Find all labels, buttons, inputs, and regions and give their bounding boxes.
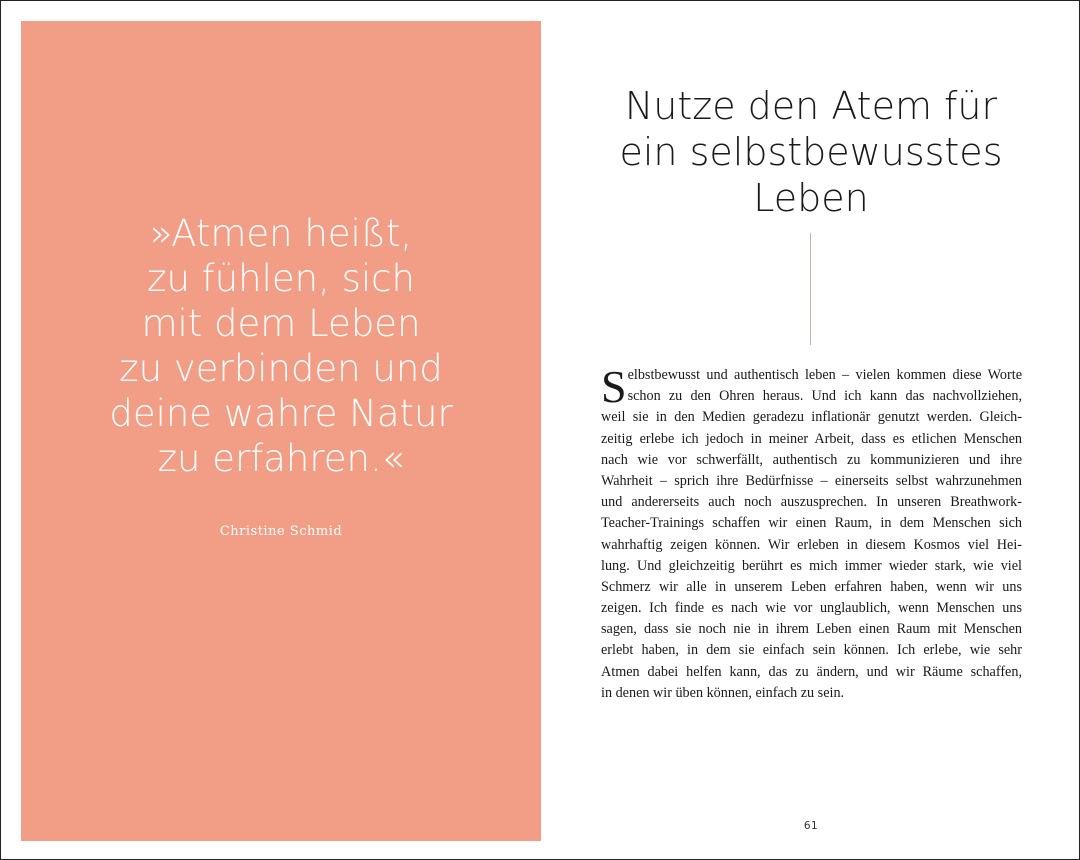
title-line: Leben: [753, 176, 869, 220]
body-line: in denen wir üben können, einfach zu sein.: [601, 684, 845, 701]
body-line: lung. Und gleichzeitig berührt es mich immer wieder stark, wie viel: [601, 557, 1022, 574]
quote-author: Christine Schmid: [219, 524, 343, 539]
body-line: wahrhaftig zeigen können. Wir erleben in diesem Kosmos viel Hei-: [601, 536, 1022, 553]
body-line: zeitig erlebe ich jedoch in meiner Arbeit, dass es etlichen Menschen: [601, 430, 1022, 447]
body-line: schon zu den Ohren heraus. Und ich kann das nachvollziehen,: [627, 388, 1022, 405]
body-line: elbstbewusst und authentisch leben – vielen kommen diese Worte: [627, 367, 1022, 383]
body-line: zeigen. Ich finde es nach wie vor unglaublich, wenn Menschen uns: [601, 600, 1022, 617]
quote-line: zu erfahren.«: [157, 437, 405, 480]
title-line: ein selbstbewusstes: [619, 130, 1003, 174]
page-number: 61: [803, 820, 819, 832]
body-line: erlebt haben, in dem sie einfach sein können. Ich erlebe, wie sehr: [601, 642, 1022, 659]
body-line: Atmen dabei helfen kann, das zu ändern, und wir Räume schaffen,: [601, 663, 1022, 680]
body-line: Teacher-Trainings schaffen wir einen Raum, in dem Menschen sich: [601, 515, 1022, 532]
body-line: Schmerz wir alle in unserem Leben erfahren haben, wenn wir uns: [601, 578, 1022, 595]
body-paragraph: [601, 361, 1022, 704]
drop-cap: S: [601, 361, 627, 412]
quote-line: mit dem Leben: [141, 302, 421, 345]
pull-quote: [21, 211, 541, 481]
body-line: weil sie in den Medien geradezu inflationär genutzt werden. Gleich-: [601, 409, 1022, 426]
page-title: [581, 83, 1041, 221]
quote-panel: [21, 21, 541, 841]
quote-line: »Atmen heißt,: [149, 212, 413, 255]
body-line: nach wie vor schwerfällt, authentisch zu kommunizieren und ihre: [601, 451, 1022, 468]
quote-line: zu verbinden und: [119, 347, 443, 390]
title-line: Nutze den Atem für: [624, 84, 998, 128]
quote-line: zu fühlen, sich: [147, 257, 415, 300]
quote-line: deine wahre Natur: [109, 392, 453, 435]
vertical-divider: [810, 233, 811, 345]
body-line: und andererseits auch noch auszusprechen. In unseren Breathwork-: [601, 494, 1022, 511]
body-line: Wahrheit – sprich ihre Bedürfnisse – einerseits selbst wahrzunehmen: [601, 472, 1022, 489]
body-line: sagen, dass sie noch nie in ihrem Leben einen Raum mit Menschen: [601, 621, 1022, 638]
